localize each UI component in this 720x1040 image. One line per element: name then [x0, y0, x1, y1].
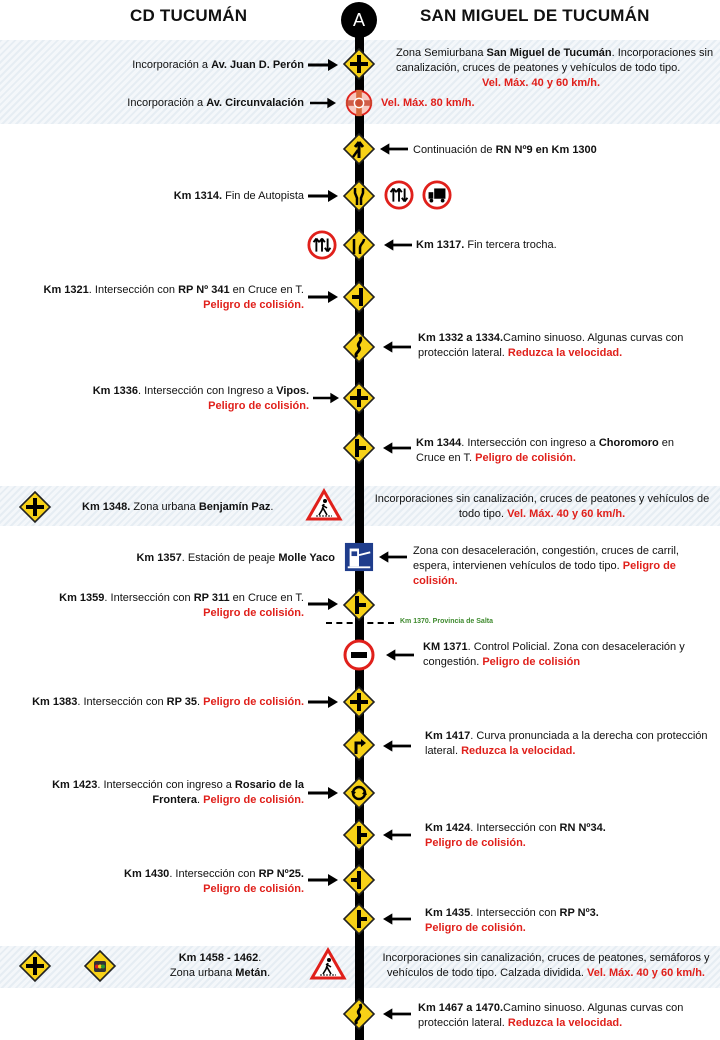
destination-header: SAN MIGUEL DE TUCUMÁN: [420, 6, 650, 25]
t-junction-left-icon: [343, 432, 375, 464]
entry-text: Continuación de RN Nº9 en Km 1300: [413, 144, 597, 156]
entry-text: Km 1467 a 1470.Camino sinuoso. Algunas curvas con protección lateral. Reduzca la velocidad.: [418, 1002, 684, 1029]
entry-text: Km 1424. Intersección con RN Nº34. Peligro de colisión.: [425, 822, 606, 849]
entry-text: Km 1359. Intersección con RP 311 en Cruce en T. Peligro de colisión.: [59, 592, 304, 619]
no-trucks-icon: [422, 180, 452, 210]
arrow-right-icon: [308, 189, 338, 203]
cross-intersection-icon: [19, 491, 51, 523]
entry-text: Km 1314. Fin de Autopista: [173, 190, 304, 202]
entry-text: Zona con desaceleración, congestión, cruces de carril, espera, intervienen vehículos de todo tipo. Peligro de colisión.: [413, 545, 679, 587]
sharp-curve-right-icon: [343, 729, 375, 761]
arrow-left-icon: [380, 142, 408, 156]
t-junction-left-icon: [343, 864, 375, 896]
pedestrian-crossing-icon: [306, 489, 342, 521]
no-entry-icon: [343, 639, 375, 671]
road-narrows-icon: [343, 180, 375, 212]
origin-header: CD TUCUMÁN: [130, 6, 248, 25]
entry-text: Km 1417. Curva pronunciada a la derecha con protección lateral. Reduzca la velocidad.: [425, 730, 708, 757]
two-way-traffic-icon: [384, 180, 414, 210]
traffic-lights-icon: [84, 950, 116, 982]
two-way-traffic-icon: [307, 230, 337, 260]
pedestrian-crossing-icon: [310, 948, 346, 980]
arrow-left-icon: [379, 550, 407, 564]
arrow-right-icon: [308, 290, 338, 304]
arrow-left-icon: [383, 828, 411, 842]
t-junction-right-icon: [343, 819, 375, 851]
entry-text: Km 1348. Zona urbana Benjamín Paz.: [82, 501, 274, 513]
toll-station-icon: [344, 542, 374, 572]
t-junction-right-icon: [343, 903, 375, 935]
merge-icon: [343, 133, 375, 165]
arrow-left-icon: [383, 739, 411, 753]
t-junction-right-icon: [343, 281, 375, 313]
province-boundary-line: [326, 622, 394, 624]
winding-road-icon: [343, 331, 375, 363]
entry-text: Km 1357. Estación de peaje Molle Yaco: [136, 552, 335, 564]
arrow-left-icon: [383, 441, 411, 455]
entry-text: Vel. Máx. 80 km/h.: [381, 97, 475, 109]
arrow-right-icon: [313, 391, 339, 405]
cross-intersection-icon: [343, 382, 375, 414]
arrow-left-icon: [386, 648, 414, 662]
entry-text: Km 1321. Intersección con RP Nº 341 en Cruce en T. Peligro de colisión.: [43, 284, 304, 311]
arrow-left-icon: [383, 340, 411, 354]
arrow-right-icon: [308, 873, 338, 887]
entry-text: Incorporación a Av. Juan D. Perón: [132, 59, 304, 71]
route-badge: A: [341, 2, 377, 38]
cross-intersection-icon: [19, 950, 51, 982]
entry-text: Km 1423. Intersección con ingreso a Rosario de la Frontera. Peligro de colisión.: [52, 779, 304, 806]
lane-ends-icon: [343, 229, 375, 261]
winding-road-icon: [343, 998, 375, 1030]
cross-intersection-icon: [343, 686, 375, 718]
arrow-left-icon: [384, 238, 412, 252]
arrow-right-icon: [308, 695, 338, 709]
entry-text: Km 1383. Intersección con RP 35. Peligro de colisión.: [32, 696, 304, 708]
entry-text: Km 1435. Intersección con RP Nº3. Peligro de colisión.: [425, 907, 599, 934]
entry-text: Km 1317. Fin tercera trocha.: [416, 239, 557, 251]
entry-text: Km 1332 a 1334.Camino sinuoso. Algunas curvas con protección lateral. Reduzca la velocidad.: [418, 332, 684, 359]
entry-text: Zona Semiurbana San Miguel de Tucumán. Incorporaciones sin canalización, cruces de peatones y vehículos de todo tipo. Vel. Máx. 40 y 60 km/h.: [396, 47, 714, 89]
entry-text: KM 1371. Control Policial. Zona con desaceleración y congestión. Peligro de colisión: [423, 641, 685, 668]
entry-text: Km 1344. Intersección con ingreso a Choromoro en Cruce en T. Peligro de colisión.: [416, 437, 675, 464]
entry-text: Incorporaciones sin canalización, cruces de peatones, semáforos y vehículos de todo tipo. Calzada dividida. Vel. Máx. 40 y 60 km/h.: [382, 952, 710, 979]
cross-intersection-icon: [343, 48, 375, 80]
arrow-left-icon: [383, 912, 411, 926]
entry-text: Km 1336. Intersección con Ingreso a Vipos. Peligro de colisión.: [92, 385, 309, 412]
arrow-left-icon: [383, 1007, 411, 1021]
arrow-right-icon: [308, 58, 338, 72]
entry-text: Incorporaciones sin canalización, cruces de peatones y vehículos de todo tipo. Vel. Máx. 40 y 60 km/h.: [374, 493, 710, 520]
arrow-right-icon: [308, 597, 338, 611]
arrow-right-icon: [310, 96, 336, 110]
entry-text: Km 1458 - 1462. Zona urbana Metán.: [169, 952, 271, 979]
entry-text: Km 1430. Intersección con RP Nº25. Peligro de colisión.: [124, 868, 304, 895]
t-junction-left-icon: [343, 589, 375, 621]
entry-text: Incorporación a Av. Circunvalación: [127, 97, 304, 109]
roundabout-icon: [343, 777, 375, 809]
interchange-icon: [344, 88, 374, 118]
arrow-right-icon: [308, 786, 338, 800]
province-boundary-label: Km 1370. Provincia de Salta: [400, 618, 493, 625]
